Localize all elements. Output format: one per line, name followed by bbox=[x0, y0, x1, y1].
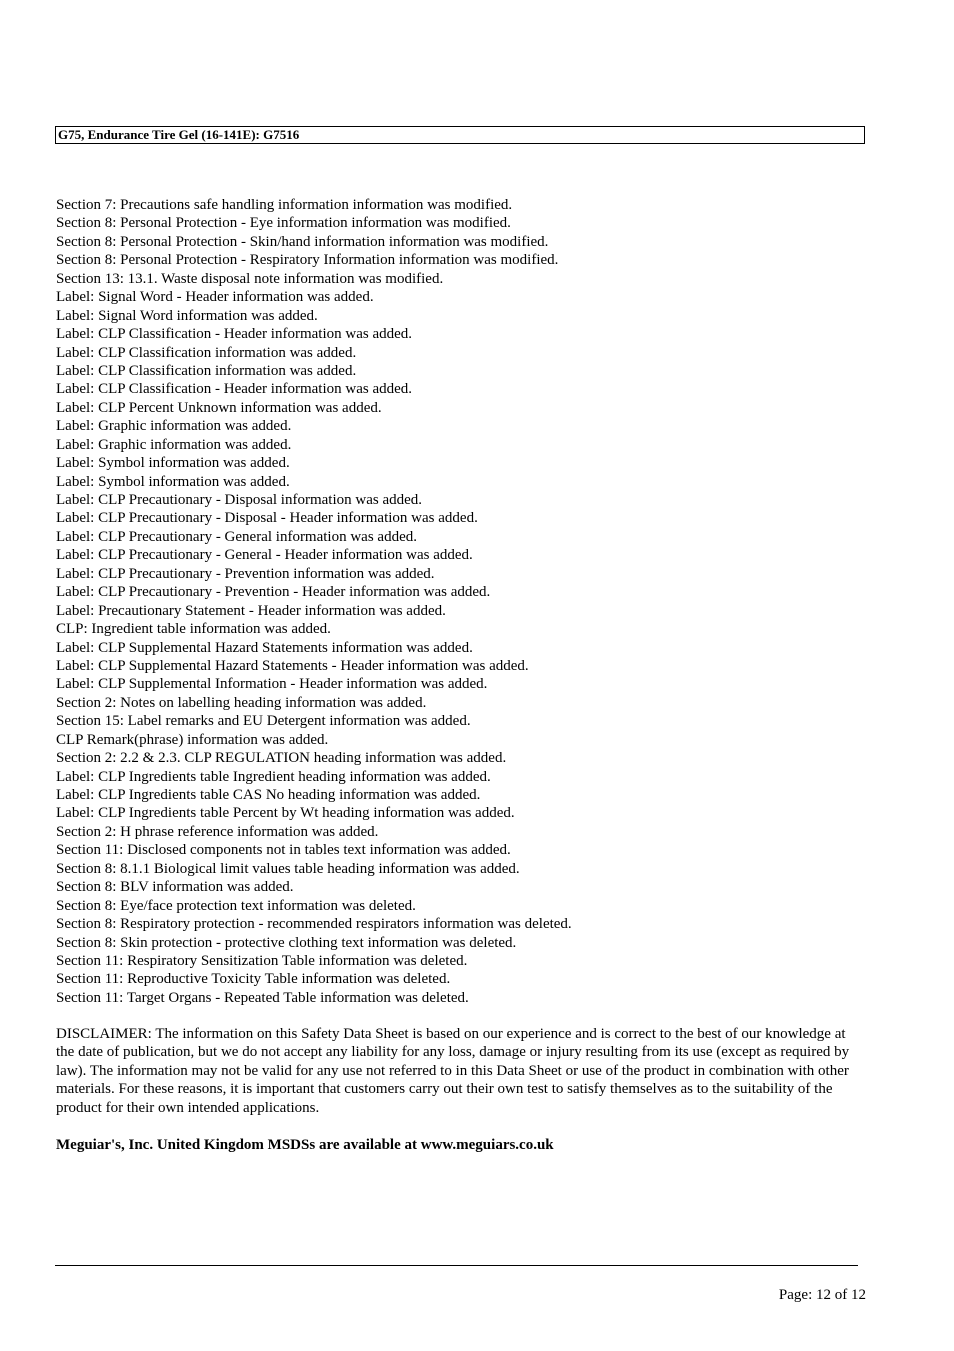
list-item: Label: Graphic information was added. bbox=[56, 418, 292, 435]
list-item: Section 8: Eye/face protection text information was deleted. bbox=[56, 897, 416, 914]
list-item: Label: CLP Precautionary - Disposal information was added. bbox=[56, 492, 423, 508]
list-item: Label: CLP Ingredients table Percent by Wt heading information was added. bbox=[56, 805, 515, 822]
list-item: Label: CLP Supplemental Information - Header information was added. bbox=[56, 676, 488, 693]
list-item: Label: CLP Supplemental Hazard Statements - Header information was added. bbox=[56, 657, 529, 674]
list-item: Section 8: Skin protection - protective clothing text information was deleted. bbox=[56, 934, 517, 951]
list-item: Section 2: Notes on labelling heading information was added. bbox=[56, 694, 427, 711]
list-item: Section 11: Respiratory Sensitization Table information was deleted. bbox=[56, 952, 468, 969]
list-item: Section 8: Personal Protection - Eye information information was modified. bbox=[56, 215, 511, 232]
list-item: Section 8: Personal Protection - Respiratory Information information was modified. bbox=[56, 252, 559, 269]
list-item: Label: CLP Ingredients table Ingredient heading information was added. bbox=[56, 768, 491, 785]
list-item: CLP: Ingredient table information was added. bbox=[56, 621, 331, 638]
list-item: Section 11: Target Organs - Repeated Table information was deleted. bbox=[56, 989, 469, 1006]
list-item: Label: Signal Word information was added. bbox=[56, 307, 318, 324]
list-item: Label: Signal Word - Header information was added. bbox=[56, 289, 374, 306]
revision-changes-list bbox=[56, 196, 572, 1007]
msds-availability-note: Meguiar's, Inc. United Kingdom MSDSs are available at www.meguiars.co.uk bbox=[56, 1137, 554, 1153]
list-item: Section 8: Personal Protection - Skin/hand information information was modified. bbox=[56, 233, 549, 250]
list-item: Label: CLP Precautionary - Prevention - Header information was added. bbox=[56, 584, 491, 601]
list-item: Section 7: Precautions safe handling information information was modified. bbox=[56, 197, 513, 213]
list-item: Section 13: 13.1. Waste disposal note information was modified. bbox=[56, 270, 444, 287]
list-item: Label: Symbol information was added. bbox=[56, 473, 290, 490]
disclaimer-paragraph: DISCLAIMER: The information on this Safety Data Sheet is based on our experience and is correct to the best of our knowledge at the date of publication, but we do not accept any liability for any loss, damage or injury resulting from its use (except as required by law). The information may not be valid for any use not referred to in this Data Sheet or use of the product in combination with other materials. For these reasons, it is important that customers carry out their own test to satisfy themselves as to the suitability of the product for their own intended applications. bbox=[56, 1026, 850, 1116]
list-item: Label: CLP Precautionary - General - Header information was added. bbox=[56, 547, 473, 564]
list-item: Label: CLP Classification - Header information was added. bbox=[56, 326, 413, 343]
list-item: Section 8: 8.1.1 Biological limit values table heading information was added. bbox=[56, 860, 520, 877]
list-item: Label: CLP Supplemental Hazard Statements information was added. bbox=[56, 639, 473, 656]
list-item: Label: CLP Classification information was added. bbox=[56, 344, 357, 361]
list-item: Section 11: Reproductive Toxicity Table information was deleted. bbox=[56, 971, 451, 988]
list-item: Label: CLP Precautionary - Prevention information was added. bbox=[56, 565, 435, 582]
list-item: Label: Precautionary Statement - Header information was added. bbox=[56, 602, 446, 619]
list-item: Label: CLP Classification information was added. bbox=[56, 362, 357, 379]
list-item: Label: Graphic information was added. bbox=[56, 436, 292, 453]
list-item: Section 8: BLV information was added. bbox=[56, 879, 294, 896]
footer-divider bbox=[55, 1265, 858, 1266]
list-item: Label: CLP Precautionary - General information was added. bbox=[56, 528, 417, 545]
document-title: G75, Endurance Tire Gel (16-141E): G7516 bbox=[58, 127, 300, 142]
list-item: Label: Symbol information was added. bbox=[56, 455, 290, 472]
list-item: Section 11: Disclosed components not in tables text information was added. bbox=[56, 842, 511, 859]
list-item: Label: CLP Precautionary - Disposal - Header information was added. bbox=[56, 510, 478, 527]
list-item: Section 2: 2.2 & 2.3. CLP REGULATION heading information was added. bbox=[56, 750, 507, 767]
list-item: CLP Remark(phrase) information was added. bbox=[56, 731, 329, 748]
list-item: Label: CLP Percent Unknown information was added. bbox=[56, 399, 382, 416]
list-item: Label: CLP Classification - Header information was added. bbox=[56, 381, 413, 398]
document-header-box bbox=[55, 126, 865, 144]
list-item: Label: CLP Ingredients table CAS No heading information was added. bbox=[56, 787, 481, 803]
page-number: Page: 12 of 12 bbox=[778, 1287, 866, 1303]
list-item: Section 15: Label remarks and EU Detergent information was added. bbox=[56, 713, 471, 730]
list-item: Section 8: Respiratory protection - recommended respirators information was deleted. bbox=[56, 916, 572, 933]
list-item: Section 2: H phrase reference information was added. bbox=[56, 823, 379, 840]
